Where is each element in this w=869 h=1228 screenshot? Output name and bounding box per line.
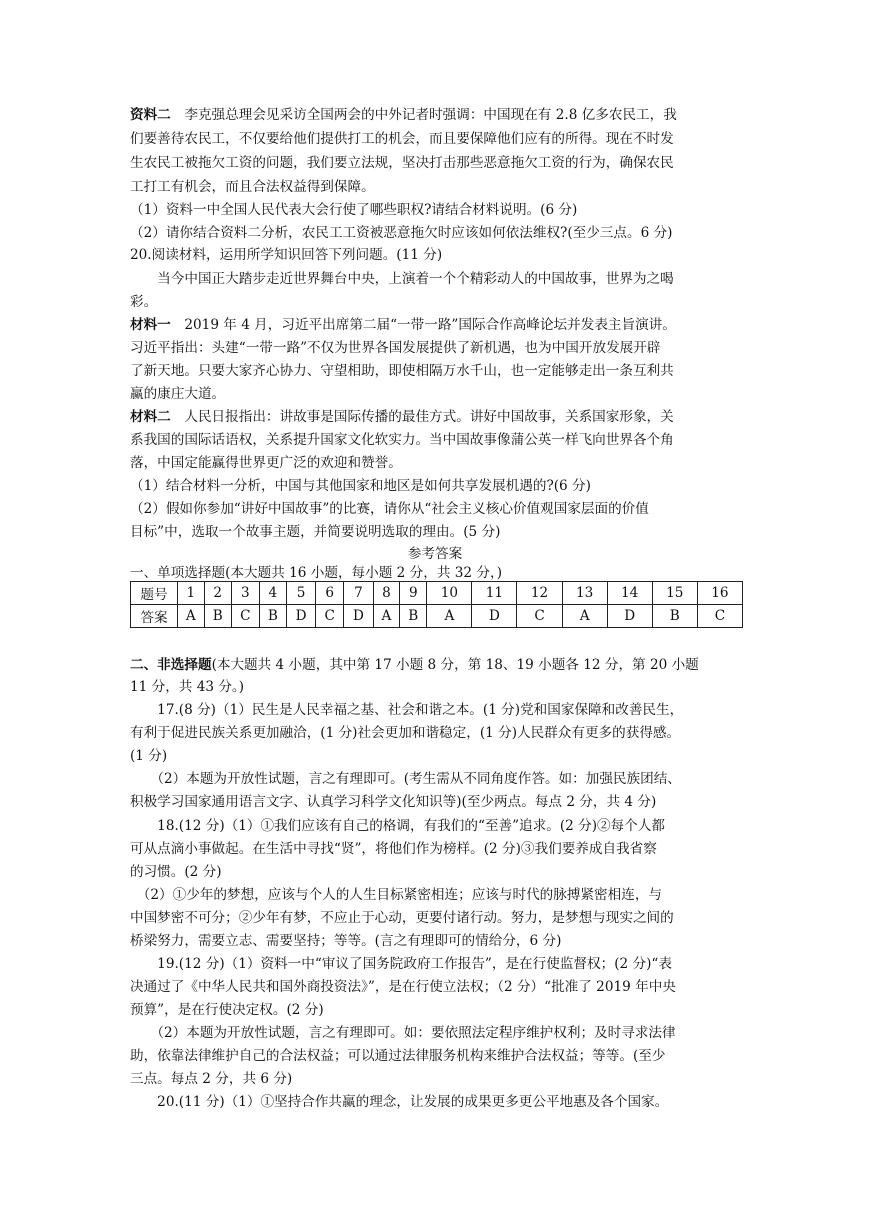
answer-19-2: （2）本题为开放性试题，言之有理即可。如：要依照法定程序维护权利；及时寻求法律 <box>130 1025 676 1041</box>
table-cell: C <box>517 605 562 628</box>
table-cell: A <box>373 605 400 628</box>
label-cailiao-er: 材料二 <box>130 409 171 425</box>
table-cell: D <box>607 605 652 628</box>
text-line: 习近平指出：头建“一带一路”不仅为世界各国发展提供了新机遇，也为中国开放发展开辟 <box>130 340 661 356</box>
text-line: 助，依靠法律维护自己的合法权益；可以通过法律服务机构来维护合法权益；等等。(至少 <box>130 1048 666 1064</box>
question-19-1: （1）资料一中全国人民代表大会行使了哪些职权?请结合材料说明。(6 分) <box>130 202 578 218</box>
table-cell: 7 <box>344 582 373 605</box>
table-cell: 15 <box>652 582 697 605</box>
text-line: 决通过了《中华人民共和国外商投资法》”，是在行使立法权；（2 分）“批准了 2019 年中央 <box>130 979 676 995</box>
row-label-number: 题号 <box>131 582 178 605</box>
label-ziliao-er: 资料二 <box>130 107 171 123</box>
table-cell: 2 <box>204 582 231 605</box>
question-20-2: （2）假如你参加“讲好中国故事”的比赛，请你从“社会主义核心价值观国家层面的价值 <box>130 501 649 517</box>
text-line: 材料一 2019 年 4 月，习近平出席第二届“一带一路”国际合作高峰论坛并发表主旨演讲。 <box>130 317 676 333</box>
text-line: 落，中国定能赢得世界更广泛的欢迎和赞誉。 <box>130 455 402 471</box>
table-row-numbers <box>131 582 743 605</box>
answer-19-1: 19.(12 分)（1）资料一中“审议了国务院政府工作报告”，是在行使监督权；(2 分)“表 <box>130 956 672 972</box>
table-cell: D <box>286 605 315 628</box>
table-cell: C <box>231 605 259 628</box>
answer-17-1: 17.(8 分)（1）民生是人民幸福之基、社会和谐之本。(1 分)党和国家保障和改善民生， <box>130 702 684 718</box>
text-line: 中国梦密不可分；②少年有梦，不应止于心动，更要付诸行动。努力，是梦想与现实之间的 <box>130 910 674 926</box>
answer-18-1: 18.(12 分)（1）①我们应该有自己的格调，有我们的“至善”追求。(2 分)②每个人都 <box>130 818 665 834</box>
table-cell: C <box>316 605 344 628</box>
text-line: 们要善待农民工，不仅要给他们提供打工的机会，而且要保障他们应有的所得。现在不时发 <box>130 131 674 147</box>
table-cell: A <box>562 605 607 628</box>
table-cell: B <box>400 605 427 628</box>
table-cell: 11 <box>472 582 517 605</box>
question-20-1: （1）结合材料一分析，中国与其他国家和地区是如何共享发展机遇的?(6 分) <box>130 478 591 494</box>
table-cell: D <box>344 605 373 628</box>
answer-table <box>130 581 743 628</box>
table-row-answers <box>131 605 743 628</box>
question-19-2: （2）请你结合资料二分析，农民工工资被恶意拖欠时应该如何依法维权?(至少三点。6 分) <box>130 225 673 241</box>
table-cell: 12 <box>517 582 562 605</box>
text-line: 生农民工被拖欠工资的问题，我们要立法规，坚决打击那些恶意拖欠工资的行为，确保农民 <box>130 155 674 171</box>
text-line: 当今中国正大踏步走近世界舞台中央，上演着一个个精彩动人的中国故事，世界为之喝 <box>130 271 674 287</box>
table-cell: 16 <box>697 582 742 605</box>
section2-heading: 二、非选择题(本大题共 4 小题，其中第 17 小题 8 分，第 18、19 小题各 12 分，第 20 小题 <box>130 657 699 673</box>
table-cell: 4 <box>259 582 286 605</box>
table-cell: 8 <box>373 582 400 605</box>
text-line: 可从点滴小事做起。在生活中寻找“贤”，将他们作为榜样。(2 分)③我们要养成自我省察 <box>130 841 657 857</box>
question-20-heading: 20.阅读材料，运用所学知识回答下列问题。(11 分) <box>130 247 443 263</box>
text-line: 桥梁努力，需要立志、需要坚持；等等。(言之有理即可的情给分，6 分) <box>130 933 562 949</box>
section2-label: 二、非选择题 <box>130 657 212 673</box>
text-line: 三点。每点 2 分，共 6 分) <box>130 1071 293 1087</box>
text-line: 目标”中，选取一个故事主题，并简要说明选取的理由。(5 分) <box>130 524 501 540</box>
answer-18-2: （2）①少年的梦想，应该与个人的人生目标紧密相连；应该与时代的脉搏紧密相连，与 <box>130 887 663 903</box>
text-line: 材料二 人民日报指出：讲故事是国际传播的最佳方式。讲好中国故事，关系国家形象，关 <box>130 409 674 425</box>
table-cell: 14 <box>607 582 652 605</box>
text-line: 有利于促进民族关系更加融洽，(1 分)社会更加和谐稳定，(1 分)人民群众有更多的获得感。 <box>130 725 681 741</box>
text-line: 系我国的国际话语权，关系提升国家文化软实力。当中国故事像蒲公英一样飞向世界各个角 <box>130 432 674 448</box>
table-cell: C <box>697 605 742 628</box>
answer-17-2: （2）本题为开放性试题，言之有理即可。(考生需从不同角度作答。如：加强民族团结、 <box>130 771 681 787</box>
table-cell: 1 <box>178 582 205 605</box>
label-cailiao-yi: 材料一 <box>130 317 171 333</box>
text-line: 积极学习国家通用语言文字、认真学习科学文化知识等)(至少两点。每点 2 分，共 4 分) <box>130 794 657 810</box>
table-cell: A <box>427 605 472 628</box>
table-cell: B <box>204 605 231 628</box>
table-cell: 5 <box>286 582 315 605</box>
text-line: 赢的康庄大道。 <box>130 386 226 402</box>
table-cell: B <box>259 605 286 628</box>
text-line: (1 分) <box>130 748 168 764</box>
table-cell: 10 <box>427 582 472 605</box>
text-line: 预算”，是在行使决定权。(2 分) <box>130 1002 324 1018</box>
row-label-answer: 答案 <box>131 605 178 628</box>
answer-title: 参考答案 <box>407 546 463 562</box>
text-line: 资料二 李克强总理会见采访全国两会的中外记者时强调：中国现在有 2.8 亿多农民工，我 <box>130 107 677 123</box>
table-cell: 9 <box>400 582 427 605</box>
table-cell: D <box>472 605 517 628</box>
table-cell: 6 <box>316 582 344 605</box>
text-line: 工打工有机会，而且合法权益得到保障。 <box>130 179 375 195</box>
text-line: 的习惯。(2 分) <box>130 864 222 880</box>
text-line: 11 分，共 43 分。) <box>130 679 245 695</box>
table-cell: A <box>178 605 205 628</box>
table-cell: B <box>652 605 697 628</box>
table-cell: 13 <box>562 582 607 605</box>
answer-20-1: 20.(11 分)（1）①坚持合作共赢的理念，让发展的成果更多更公平地惠及各个国家。 <box>130 1094 669 1110</box>
text-line: 了新天地。只要大家齐心协力、守望相助，即使相隔万水千山，也一定能够走出一条互利共 <box>130 363 674 379</box>
section1-heading: 一、单项选择题(本大题共 16 小题，每小题 2 分，共 32 分，) <box>130 565 503 581</box>
text-line: 彩。 <box>130 294 158 310</box>
table-cell: 3 <box>231 582 259 605</box>
